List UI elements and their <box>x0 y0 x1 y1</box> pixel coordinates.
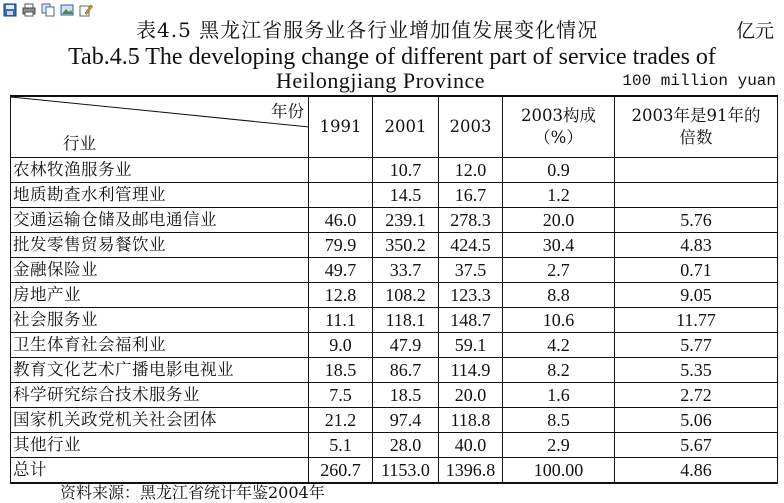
col-2003: 2003 <box>439 96 503 158</box>
table-body <box>11 158 778 484</box>
share-2003: 2.7 <box>503 258 615 283</box>
share-2003: 30.4 <box>503 233 615 258</box>
industry-label: 行业 <box>63 134 96 153</box>
diagonal-line <box>11 97 309 157</box>
industry-name: 房地产业 <box>11 283 309 308</box>
growth-multiple: 5.67 <box>615 433 778 458</box>
total-label: 总计 <box>11 458 309 484</box>
title-cn: 表4.5 黑龙江省服务业各行业增加值发展变化情况 <box>136 18 599 42</box>
table-row <box>11 258 778 283</box>
value-2003: 12.0 <box>439 158 503 183</box>
table-row <box>11 208 778 233</box>
share-2003: 8.8 <box>503 283 615 308</box>
growth-multiple: 5.77 <box>615 333 778 358</box>
table-row <box>11 283 778 308</box>
value-1991: 49.7 <box>309 258 373 283</box>
unit-cn: 亿元 <box>735 20 774 42</box>
value-2001: 33.7 <box>373 258 439 283</box>
value-1991: 21.2 <box>309 408 373 433</box>
share-2003: 20.0 <box>503 208 615 233</box>
value-2003: 424.5 <box>439 233 503 258</box>
table-row <box>11 383 778 408</box>
table-row <box>11 433 778 458</box>
value-1991: 18.5 <box>309 358 373 383</box>
title-en-line1: Tab.4.5 The developing change of different part of service trades of <box>68 44 716 70</box>
share-2003: 1.6 <box>503 383 615 408</box>
total-2003: 1396.8 <box>439 458 503 484</box>
corner-header-cell <box>11 96 309 158</box>
value-2003: 114.9 <box>439 358 503 383</box>
share-2003: 8.5 <box>503 408 615 433</box>
growth-multiple: 9.05 <box>615 283 778 308</box>
share-2003: 0.9 <box>503 158 615 183</box>
growth-multiple: 5.35 <box>615 358 778 383</box>
share-2003: 10.6 <box>503 308 615 333</box>
value-1991: 46.0 <box>309 208 373 233</box>
col-multiple <box>615 96 778 158</box>
table-row <box>11 408 778 433</box>
growth-multiple: 5.06 <box>615 408 778 433</box>
value-2001: 108.2 <box>373 283 439 308</box>
col-share-line2: （%） <box>534 128 583 147</box>
share-2003: 1.2 <box>503 183 615 208</box>
value-2003: 40.0 <box>439 433 503 458</box>
growth-multiple: 11.77 <box>615 308 778 333</box>
value-1991: 7.5 <box>309 383 373 408</box>
title-en-line2: Heilongjiang Province <box>276 68 486 93</box>
value-2003: 123.3 <box>439 283 503 308</box>
table-header-row <box>11 96 778 158</box>
total-multiple: 4.86 <box>615 458 778 484</box>
title-cn-row <box>0 14 784 44</box>
industry-name: 国家机关政党机关社会团体 <box>11 408 309 433</box>
value-2001: 10.7 <box>373 158 439 183</box>
industry-name: 其他行业 <box>11 433 309 458</box>
col-multiple-line1: 2003年是91年的 <box>631 106 761 125</box>
value-2003: 148.7 <box>439 308 503 333</box>
value-2003: 59.1 <box>439 333 503 358</box>
value-1991: 79.9 <box>309 233 373 258</box>
col-share <box>503 96 615 158</box>
value-1991: 11.1 <box>309 308 373 333</box>
growth-multiple: 5.76 <box>615 208 778 233</box>
share-2003: 4.2 <box>503 333 615 358</box>
industry-name: 教育文化艺术广播电影电视业 <box>11 358 309 383</box>
year-label: 年份 <box>271 102 304 121</box>
table-row <box>11 333 778 358</box>
industry-name: 交通运输仓储及邮电通信业 <box>11 208 309 233</box>
industry-name: 农林牧渔服务业 <box>11 158 309 183</box>
value-2003: 278.3 <box>439 208 503 233</box>
value-2001: 18.5 <box>373 383 439 408</box>
value-2003: 37.5 <box>439 258 503 283</box>
industry-name: 科学研究综合技术服务业 <box>11 383 309 408</box>
growth-multiple: 2.72 <box>615 383 778 408</box>
total-2001: 1153.0 <box>373 458 439 484</box>
growth-multiple: 0.71 <box>615 258 778 283</box>
total-1991: 260.7 <box>309 458 373 484</box>
growth-multiple: 4.83 <box>615 233 778 258</box>
value-2001: 97.4 <box>373 408 439 433</box>
value-2001: 47.9 <box>373 333 439 358</box>
value-1991 <box>309 158 373 183</box>
value-1991: 5.1 <box>309 433 373 458</box>
col-1991: 1991 <box>309 96 373 158</box>
source-note: 资料来源：黑龙江省统计年鉴2004年 <box>60 483 325 502</box>
col-multiple-line2: 倍数 <box>679 128 713 147</box>
value-2003: 118.8 <box>439 408 503 433</box>
industry-name: 卫生体育社会福利业 <box>11 333 309 358</box>
industry-name: 金融保险业 <box>11 258 309 283</box>
value-2001: 239.1 <box>373 208 439 233</box>
value-2001: 14.5 <box>373 183 439 208</box>
unit-en: 100 million yuan <box>622 72 776 90</box>
table-row <box>11 358 778 383</box>
value-2001: 118.1 <box>373 308 439 333</box>
value-1991: 12.8 <box>309 283 373 308</box>
growth-multiple <box>615 183 778 208</box>
table-row <box>11 233 778 258</box>
value-1991: 9.0 <box>309 333 373 358</box>
value-2001: 350.2 <box>373 233 439 258</box>
industry-name: 地质勘查水利管理业 <box>11 183 309 208</box>
value-2003: 16.7 <box>439 183 503 208</box>
col-share-line1: 2003构成 <box>521 106 596 125</box>
service-industry-table <box>10 95 778 484</box>
share-2003: 2.9 <box>503 433 615 458</box>
col-2001: 2001 <box>373 96 439 158</box>
total-share: 100.00 <box>503 458 615 484</box>
industry-name: 社会服务业 <box>11 308 309 333</box>
value-2001: 86.7 <box>373 358 439 383</box>
growth-multiple <box>615 158 778 183</box>
value-1991 <box>309 183 373 208</box>
value-2001: 28.0 <box>373 433 439 458</box>
share-2003: 8.2 <box>503 358 615 383</box>
table-row <box>11 308 778 333</box>
table-row <box>11 158 778 183</box>
industry-name: 批发零售贸易餐饮业 <box>11 233 309 258</box>
value-2003: 20.0 <box>439 383 503 408</box>
table-row <box>11 183 778 208</box>
